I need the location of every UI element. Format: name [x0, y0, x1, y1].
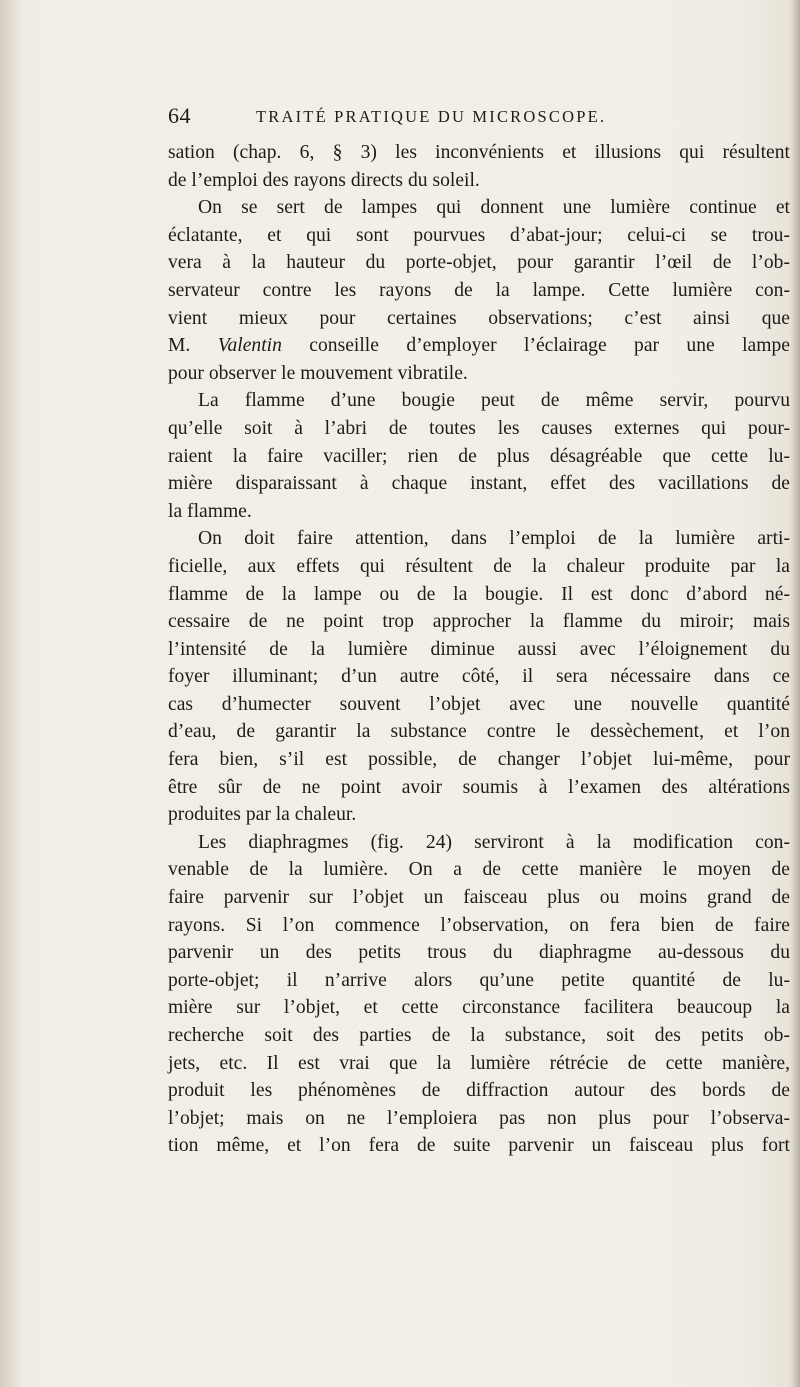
text-line: flamme de la lampe ou de la bougie. Il est donc d’abord né-	[168, 583, 790, 605]
text-line: cessaire de ne point trop approcher la flamme du miroir; mais	[168, 611, 790, 633]
text-line: Les diaphragmes (fig. 24) serviront à la modification con-	[198, 831, 790, 853]
text-line: servateur contre les rayons de la lampe. Cette lumière con-	[168, 279, 790, 301]
text-line: ficielle, aux effets qui résultent de la chaleur produite par la	[168, 555, 790, 577]
text-line: fera bien, s’il est possible, de changer l’objet lui-même, pour	[168, 749, 790, 771]
text-line: jets, etc. Il est vrai que la lumière rétrécie de cette manière,	[168, 1052, 790, 1074]
text-line: sation (chap. 6, § 3) les inconvénients et illusions qui résultent	[168, 142, 790, 163]
text-line: la flamme.	[168, 500, 252, 522]
text-line: recherche soit des parties de la substance, soit des petits ob-	[168, 1025, 790, 1046]
text-line-end: conseille d’employer l’éclairage par une lampe	[281, 335, 790, 357]
page-edge-shadow	[790, 0, 800, 1387]
text-line: venable de la lumière. On a de cette manière le moyen de	[168, 859, 790, 881]
text-line: La flamme d’une bougie peut de même servir, pourvu	[198, 390, 790, 412]
body-text	[168, 139, 790, 1160]
text-line: On doit faire attention, dans l’emploi de la lumière arti-	[198, 528, 790, 550]
text-line: porte-objet; il n’arrive alors qu’une petite quantité de lu-	[168, 969, 790, 991]
text-line: vera à la hauteur du porte-objet, pour garantir l’œil de l’ob-	[168, 252, 790, 274]
text-line: foyer illuminant; d’un autre côté, il sera nécessaire dans ce	[168, 666, 790, 688]
text-line: On se sert de lampes qui donnent une lumière continue et	[198, 197, 790, 219]
text-line: l’objet; mais on ne l’emploiera pas non plus pour l’observa-	[168, 1107, 790, 1129]
text-line: produites par la chaleur.	[168, 804, 357, 826]
text-line: raient la faire vaciller; rien de plus désagréable que cette lu-	[168, 445, 790, 467]
text-line: parvenir un des petits trous du diaphragme au-dessous du	[168, 942, 790, 964]
text-line: qu’elle soit à l’abri de toutes les causes externes qui pour-	[168, 417, 790, 439]
text-line: mière sur l’objet, et cette circonstance facilitera beaucoup la	[168, 997, 790, 1019]
italic-name: Valentin	[217, 335, 282, 357]
text-line: être sûr de ne point avoir soumis à l’examen des altérations	[168, 776, 790, 798]
page-gutter-shadow	[0, 0, 22, 1387]
text-line: vient mieux pour certaines observations; c’est ainsi que	[168, 307, 790, 329]
text-line: faire parvenir sur l’objet un faisceau plus ou moins grand de	[168, 887, 790, 909]
text-line-start: M.	[168, 335, 218, 357]
page-number: 64	[168, 103, 191, 128]
text-line: mière disparaissant à chaque instant, effet des vacillations de	[168, 473, 790, 495]
text-line: pour observer le mouvement vibratile.	[168, 362, 468, 384]
text-line: tion même, et l’on fera de suite parvenir un faisceau plus fort	[168, 1135, 790, 1157]
text-line: éclatante, et qui sont pourvues d’abat-jour; celui-ci se trou-	[168, 224, 790, 246]
text-line: rayons. Si l’on commence l’observation, on fera bien de faire	[168, 914, 790, 936]
page-header	[0, 103, 800, 133]
text-line: d’eau, de garantir la substance contre le dessèchement, et l’on	[168, 721, 790, 743]
text-line: produit les phénomènes de diffraction autour des bords de	[168, 1080, 790, 1102]
running-title: TRAITÉ PRATIQUE DU MICROSCOPE.	[256, 107, 607, 126]
text-line: de l’emploi des rayons directs du soleil.	[168, 169, 480, 191]
text-line: cas d’humecter souvent l’objet avec une nouvelle quantité	[168, 693, 790, 715]
text-line	[168, 332, 790, 360]
text-line: l’intensité de la lumière diminue aussi avec l’éloignement du	[168, 638, 790, 660]
